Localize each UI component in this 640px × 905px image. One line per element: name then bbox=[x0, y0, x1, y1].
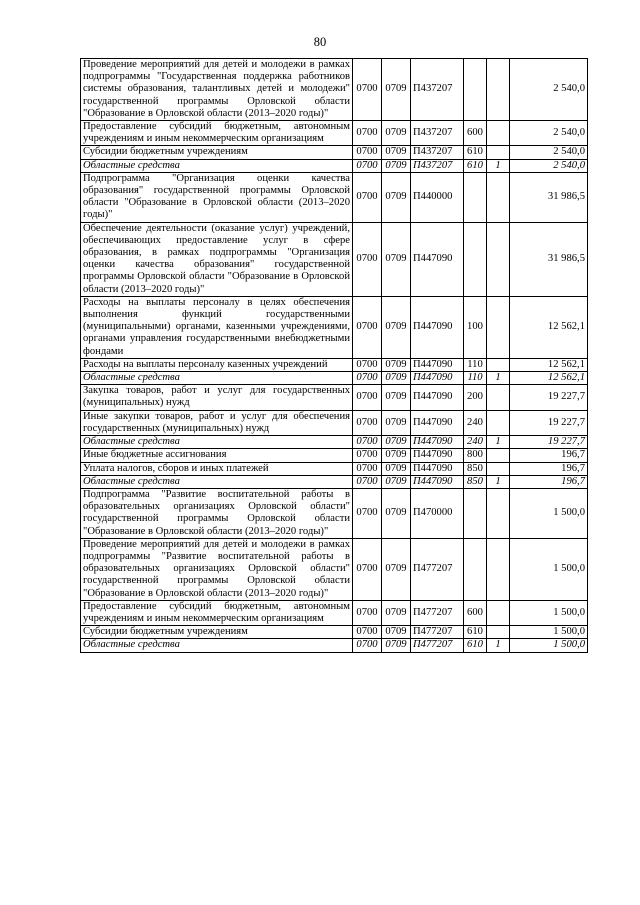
expense-type-code bbox=[464, 488, 487, 538]
funding-source-code bbox=[487, 222, 510, 296]
funding-source-code: 1 bbox=[487, 372, 510, 385]
section-code: 0700 bbox=[353, 449, 382, 462]
subsection-code: 0709 bbox=[382, 121, 411, 146]
subsection-code: 0709 bbox=[382, 372, 411, 385]
amount: 12 562,1 bbox=[510, 372, 588, 385]
expense-type-code bbox=[464, 538, 487, 600]
target-article-code: П447090 bbox=[411, 436, 464, 449]
section-code: 0700 bbox=[353, 488, 382, 538]
table-row bbox=[81, 600, 588, 625]
row-name: Предоставление субсидий бюджетным, автономным учреждениям и иным некоммерческим организациям bbox=[81, 600, 353, 625]
expense-type-code: 240 bbox=[464, 410, 487, 435]
subsection-code: 0709 bbox=[382, 296, 411, 358]
subsection-code: 0709 bbox=[382, 626, 411, 639]
section-code: 0700 bbox=[353, 600, 382, 625]
budget-table-body bbox=[81, 59, 588, 653]
row-name: Расходы на выплаты персоналу в целях обеспечения выполнения функций государственными (муниципальными) органами, казенными учреждениями, органами управления государственными внебюджетными фондами bbox=[81, 296, 353, 358]
subsection-code: 0709 bbox=[382, 159, 411, 172]
amount: 1 500,0 bbox=[510, 488, 588, 538]
subsection-code: 0709 bbox=[382, 358, 411, 371]
table-row bbox=[81, 296, 588, 358]
row-name: Иные закупки товаров, работ и услуг для обеспечения государственных (муниципальных) нужд bbox=[81, 410, 353, 435]
amount: 196,7 bbox=[510, 462, 588, 475]
row-name: Субсидии бюджетным учреждениям bbox=[81, 146, 353, 159]
table-row bbox=[81, 59, 588, 121]
amount: 19 227,7 bbox=[510, 436, 588, 449]
amount: 1 500,0 bbox=[510, 538, 588, 600]
expense-type-code: 100 bbox=[464, 296, 487, 358]
table-row bbox=[81, 358, 588, 371]
subsection-code: 0709 bbox=[382, 538, 411, 600]
table-row bbox=[81, 172, 588, 222]
funding-source-code: 1 bbox=[487, 475, 510, 488]
amount: 31 986,5 bbox=[510, 172, 588, 222]
amount: 19 227,7 bbox=[510, 385, 588, 410]
target-article-code: П447090 bbox=[411, 462, 464, 475]
amount: 12 562,1 bbox=[510, 296, 588, 358]
row-name: Областные средства bbox=[81, 639, 353, 652]
table-row bbox=[81, 121, 588, 146]
target-article-code: П477207 bbox=[411, 626, 464, 639]
target-article-code: П447090 bbox=[411, 358, 464, 371]
expense-type-code: 610 bbox=[464, 159, 487, 172]
section-code: 0700 bbox=[353, 462, 382, 475]
expense-type-code: 240 bbox=[464, 436, 487, 449]
section-code: 0700 bbox=[353, 626, 382, 639]
target-article-code: П437207 bbox=[411, 121, 464, 146]
expense-type-code: 850 bbox=[464, 462, 487, 475]
subsection-code: 0709 bbox=[382, 436, 411, 449]
row-name: Областные средства bbox=[81, 475, 353, 488]
expense-type-code: 850 bbox=[464, 475, 487, 488]
table-row bbox=[81, 222, 588, 296]
amount: 2 540,0 bbox=[510, 159, 588, 172]
section-code: 0700 bbox=[353, 475, 382, 488]
expense-type-code bbox=[464, 222, 487, 296]
subsection-code: 0709 bbox=[382, 385, 411, 410]
expense-type-code: 600 bbox=[464, 121, 487, 146]
amount: 1 500,0 bbox=[510, 639, 588, 652]
expense-type-code: 800 bbox=[464, 449, 487, 462]
funding-source-code bbox=[487, 172, 510, 222]
row-name: Областные средства bbox=[81, 436, 353, 449]
funding-source-code bbox=[487, 385, 510, 410]
row-name: Проведение мероприятий для детей и молодежи в рамках подпрограммы "Государственная поддержка работников системы образования, талантливых детей и молодежи" государственной программы Орловской области "Образование в Орловской области (2013–2020 годы)" bbox=[81, 59, 353, 121]
target-article-code: П477207 bbox=[411, 600, 464, 625]
row-name: Областные средства bbox=[81, 372, 353, 385]
expense-type-code: 610 bbox=[464, 626, 487, 639]
section-code: 0700 bbox=[353, 121, 382, 146]
target-article-code: П477207 bbox=[411, 639, 464, 652]
amount: 19 227,7 bbox=[510, 410, 588, 435]
subsection-code: 0709 bbox=[382, 462, 411, 475]
amount: 196,7 bbox=[510, 475, 588, 488]
funding-source-code: 1 bbox=[487, 639, 510, 652]
amount: 31 986,5 bbox=[510, 222, 588, 296]
table-row bbox=[81, 146, 588, 159]
expense-type-code bbox=[464, 172, 487, 222]
amount: 12 562,1 bbox=[510, 358, 588, 371]
section-code: 0700 bbox=[353, 436, 382, 449]
target-article-code: П447090 bbox=[411, 296, 464, 358]
row-name: Расходы на выплаты персоналу казенных учреждений bbox=[81, 358, 353, 371]
subsection-code: 0709 bbox=[382, 146, 411, 159]
table-row bbox=[81, 538, 588, 600]
funding-source-code bbox=[487, 358, 510, 371]
row-name: Закупка товаров, работ и услуг для государственных (муниципальных) нужд bbox=[81, 385, 353, 410]
funding-source-code bbox=[487, 538, 510, 600]
subsection-code: 0709 bbox=[382, 59, 411, 121]
section-code: 0700 bbox=[353, 639, 382, 652]
expense-type-code: 110 bbox=[464, 358, 487, 371]
expense-type-code: 110 bbox=[464, 372, 487, 385]
subsection-code: 0709 bbox=[382, 600, 411, 625]
row-name: Обеспечение деятельности (оказание услуг) учреждений, обеспечивающих предоставление услуг в сфере образования, в рамках подпрограммы "Организация оценки качества образования" государственной программы Орловской области "Образование в Орловской области (2013–2020 годы)" bbox=[81, 222, 353, 296]
row-name: Областные средства bbox=[81, 159, 353, 172]
section-code: 0700 bbox=[353, 372, 382, 385]
funding-source-code: 1 bbox=[487, 436, 510, 449]
section-code: 0700 bbox=[353, 222, 382, 296]
target-article-code: П447090 bbox=[411, 372, 464, 385]
table-row bbox=[81, 488, 588, 538]
subsection-code: 0709 bbox=[382, 475, 411, 488]
target-article-code: П447090 bbox=[411, 410, 464, 435]
funding-source-code bbox=[487, 488, 510, 538]
funding-source-code bbox=[487, 449, 510, 462]
section-code: 0700 bbox=[353, 538, 382, 600]
target-article-code: П437207 bbox=[411, 146, 464, 159]
section-code: 0700 bbox=[353, 410, 382, 435]
funding-source-code bbox=[487, 296, 510, 358]
target-article-code: П440000 bbox=[411, 172, 464, 222]
funding-source-code: 1 bbox=[487, 159, 510, 172]
section-code: 0700 bbox=[353, 296, 382, 358]
amount: 2 540,0 bbox=[510, 121, 588, 146]
subsection-code: 0709 bbox=[382, 222, 411, 296]
row-name: Подпрограмма "Организация оценки качества образования" государственной программы Орловской области "Образование в Орловской области (2013–2020 годы)" bbox=[81, 172, 353, 222]
target-article-code: П437207 bbox=[411, 159, 464, 172]
target-article-code: П447090 bbox=[411, 449, 464, 462]
table-row bbox=[81, 639, 588, 652]
expense-type-code: 610 bbox=[464, 639, 487, 652]
row-name: Проведение мероприятий для детей и молодежи в рамках подпрограммы "Развитие воспитательной работы в образовательных организациях Орловской области" государственной программы Орловской области "Образование в Орловской области (2013–2020 годы)" bbox=[81, 538, 353, 600]
table-row bbox=[81, 436, 588, 449]
subsection-code: 0709 bbox=[382, 449, 411, 462]
amount: 1 500,0 bbox=[510, 626, 588, 639]
funding-source-code bbox=[487, 462, 510, 475]
section-code: 0700 bbox=[353, 146, 382, 159]
table-row bbox=[81, 372, 588, 385]
row-name: Уплата налогов, сборов и иных платежей bbox=[81, 462, 353, 475]
target-article-code: П437207 bbox=[411, 59, 464, 121]
table-row bbox=[81, 462, 588, 475]
section-code: 0700 bbox=[353, 358, 382, 371]
row-name: Иные бюджетные ассигнования bbox=[81, 449, 353, 462]
section-code: 0700 bbox=[353, 159, 382, 172]
row-name: Субсидии бюджетным учреждениям bbox=[81, 626, 353, 639]
amount: 2 540,0 bbox=[510, 59, 588, 121]
target-article-code: П470000 bbox=[411, 488, 464, 538]
funding-source-code bbox=[487, 59, 510, 121]
amount: 196,7 bbox=[510, 449, 588, 462]
funding-source-code bbox=[487, 121, 510, 146]
subsection-code: 0709 bbox=[382, 639, 411, 652]
table-row bbox=[81, 475, 588, 488]
table-row bbox=[81, 159, 588, 172]
expense-type-code bbox=[464, 59, 487, 121]
amount: 2 540,0 bbox=[510, 146, 588, 159]
funding-source-code bbox=[487, 410, 510, 435]
funding-source-code bbox=[487, 146, 510, 159]
table-row bbox=[81, 410, 588, 435]
row-name: Подпрограмма "Развитие воспитательной работы в образовательных организациях Орловской области" государственной программы Орловской области "Образование в Орловской области (2013–2020 годы)" bbox=[81, 488, 353, 538]
expense-type-code: 200 bbox=[464, 385, 487, 410]
target-article-code: П447090 bbox=[411, 385, 464, 410]
subsection-code: 0709 bbox=[382, 172, 411, 222]
expense-type-code: 600 bbox=[464, 600, 487, 625]
table-row bbox=[81, 449, 588, 462]
table-row bbox=[81, 626, 588, 639]
section-code: 0700 bbox=[353, 172, 382, 222]
subsection-code: 0709 bbox=[382, 410, 411, 435]
funding-source-code bbox=[487, 600, 510, 625]
table-row bbox=[81, 385, 588, 410]
page-number: 80 bbox=[313, 35, 327, 49]
target-article-code: П447090 bbox=[411, 475, 464, 488]
section-code: 0700 bbox=[353, 385, 382, 410]
section-code: 0700 bbox=[353, 59, 382, 121]
row-name: Предоставление субсидий бюджетным, автономным учреждениям и иным некоммерческим организациям bbox=[81, 121, 353, 146]
target-article-code: П447090 bbox=[411, 222, 464, 296]
subsection-code: 0709 bbox=[382, 488, 411, 538]
budget-table bbox=[80, 58, 588, 653]
amount: 1 500,0 bbox=[510, 600, 588, 625]
funding-source-code bbox=[487, 626, 510, 639]
expense-type-code: 610 bbox=[464, 146, 487, 159]
target-article-code: П477207 bbox=[411, 538, 464, 600]
